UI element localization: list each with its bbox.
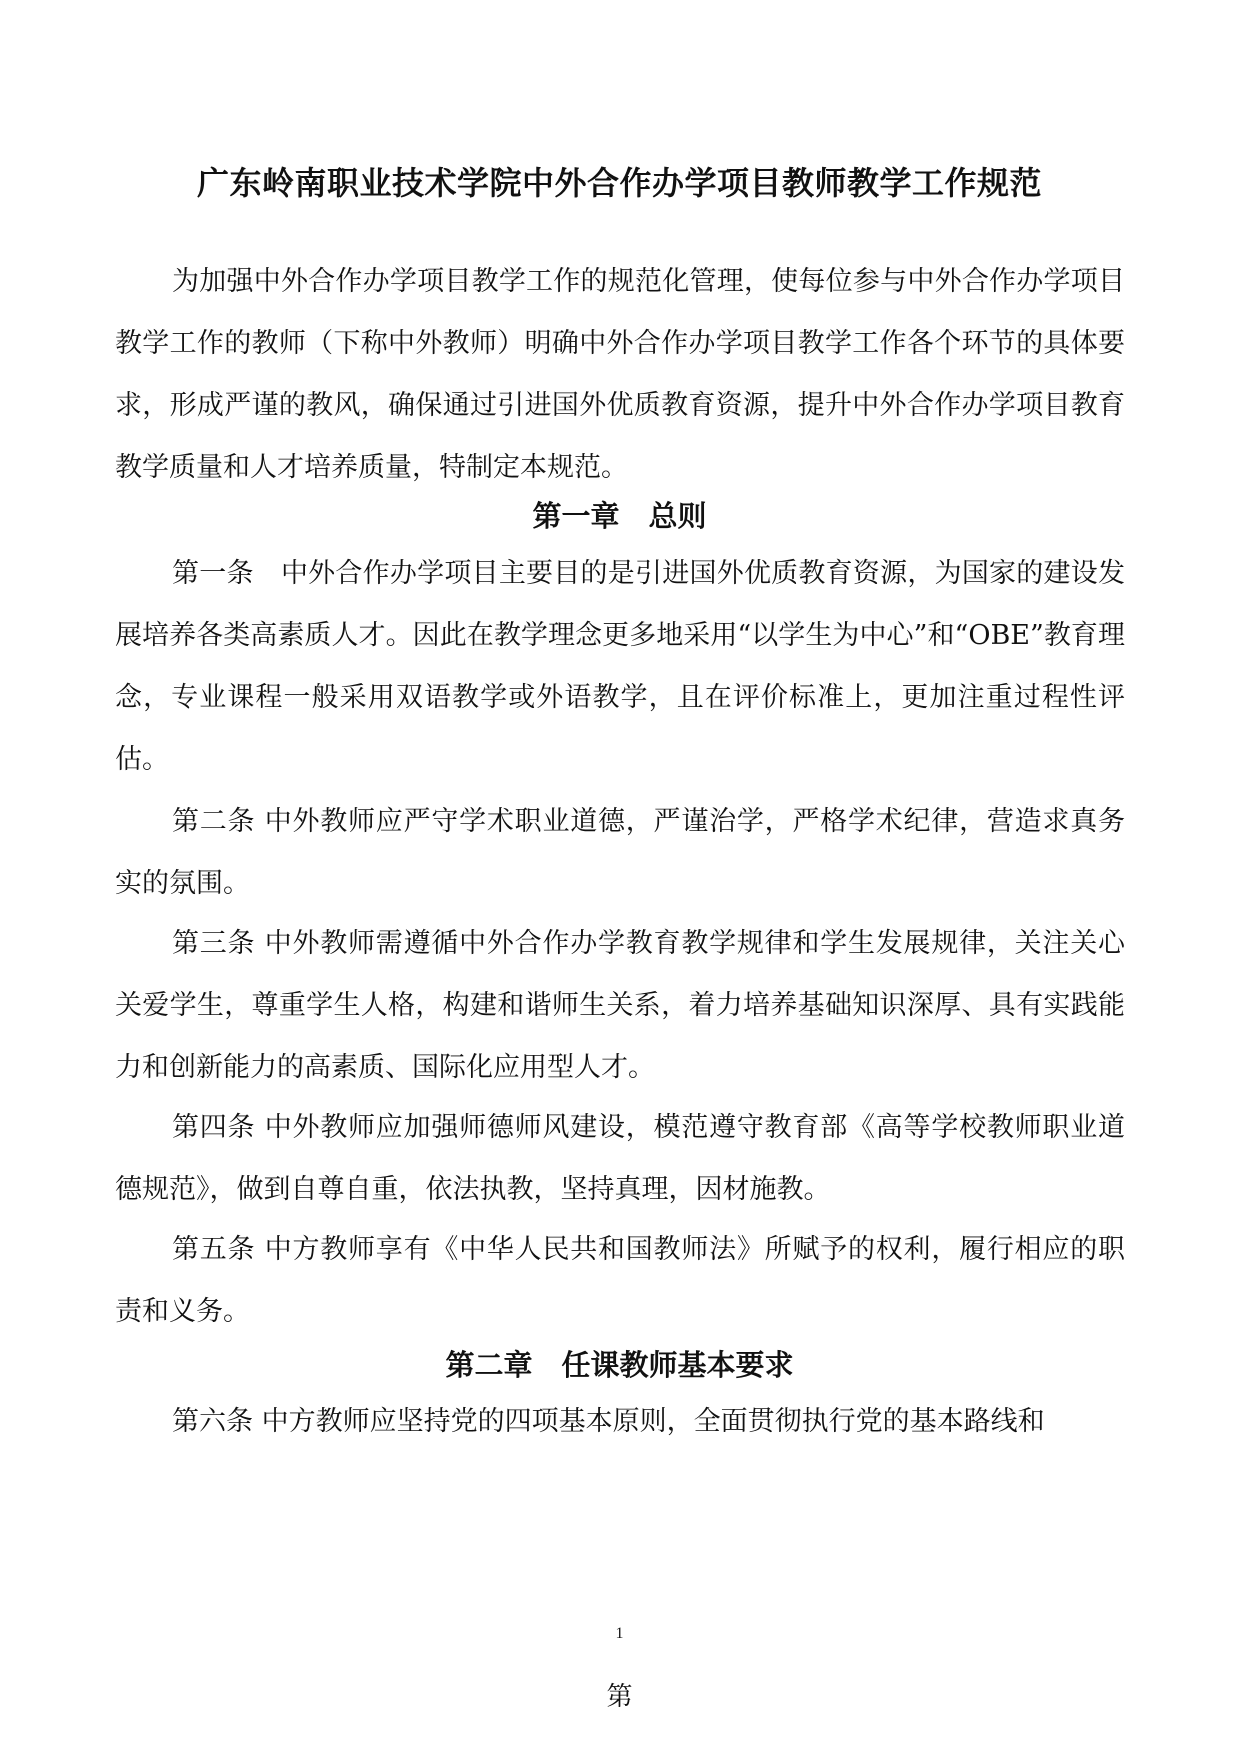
article-1: 第一条 中外合作办学项目主要目的是引进国外优质教育资源，为国家的建设发展培养各类高素质人才。因此在教学理念更多地采用“以学生为中心”和“OBE”教育理念，专业课程一般采用双语教学或外语教学，且在评价标准上，更加注重过程性评估。 bbox=[115, 558, 1125, 775]
article-6: 第六条 中方教师应坚持党的四项基本原则，全面贯彻执行党的基本路线和 bbox=[172, 1406, 1045, 1437]
article-2: 第二条 中外教师应严守学术职业道德，严谨治学，严格学术纪律，营造求真务实的氛围。 bbox=[115, 806, 1125, 899]
page-number: 1 bbox=[615, 1625, 624, 1642]
page-footer-continuation: 第 bbox=[606, 1682, 633, 1712]
chapter-1-heading: 第一章 总则 bbox=[532, 499, 707, 533]
article-4: 第四条 中外教师应加强师德师风建设，模范遵守教育部《高等学校教师职业道德规范》，做到自尊自重，依法执教，坚持真理，因材施教。 bbox=[115, 1112, 1125, 1205]
article-5: 第五条 中方教师享有《中华人民共和国教师法》所赋予的权利，履行相应的职责和义务。 bbox=[115, 1234, 1125, 1327]
chapter-2-heading: 第二章 任课教师基本要求 bbox=[445, 1348, 794, 1382]
article-3: 第三条 中外教师需遵循中外合作办学教育教学规律和学生发展规律，关注关心关爱学生，尊重学生人格，构建和谐师生关系，着力培养基础知识深厚、具有实践能力和创新能力的高素质、国际化应用型人才。 bbox=[115, 928, 1125, 1083]
document-title: 广东岭南职业技术学院中外合作办学项目教师教学工作规范 bbox=[196, 164, 1042, 202]
intro-paragraph: 为加强中外合作办学项目教学工作的规范化管理，使每位参与中外合作办学项目教学工作的教师（下称中外教师）明确中外合作办学项目教学工作各个环节的具体要求，形成严谨的教风，确保通过引进国外优质教育资源，提升中外合作办学项目教育教学质量和人才培养质量，特制定本规范。 bbox=[115, 266, 1125, 483]
